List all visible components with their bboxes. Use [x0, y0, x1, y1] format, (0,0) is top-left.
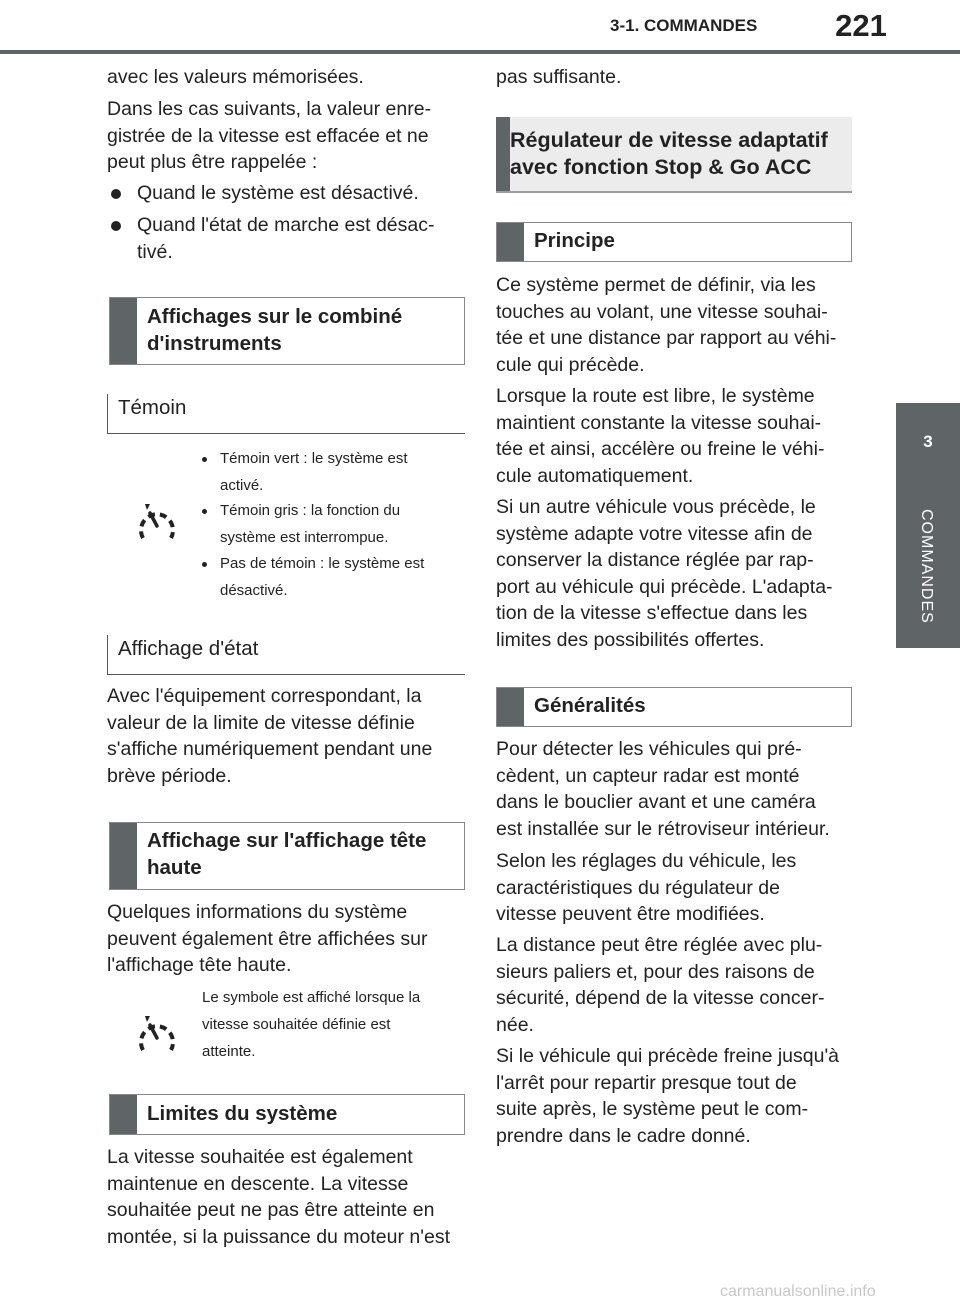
text-line: sécurité, dépend de la vitesse concer-: [496, 987, 825, 1009]
right-para-3: [496, 494, 833, 653]
text-line: sieurs paliers et, pour des raisons de: [496, 960, 815, 983]
text-line: tivé.: [137, 240, 173, 263]
right-para-1: [496, 272, 836, 378]
intro-line: avec les valeurs mémorisées.: [107, 66, 364, 88]
section-heading-regulateur: [496, 117, 852, 193]
running-header-section: 3-1. COMMANDES: [610, 16, 758, 35]
heading-bar: [110, 298, 137, 364]
section-heading-limites: [109, 1094, 465, 1135]
text-line: née.: [496, 1013, 534, 1036]
text-line: Le symbole est affiché lorsque la: [202, 989, 421, 1006]
text-line: conserver la distance réglée par rap-: [496, 549, 814, 571]
heading-bar: [110, 823, 137, 889]
heading-bar: [497, 223, 524, 261]
left-para-3: [107, 899, 428, 979]
text-line: La distance peut être réglée avec plu-: [496, 934, 823, 956]
continuation-line: pas suffisante.: [496, 66, 622, 88]
chapter-tab-label: COMMANDES: [918, 508, 935, 624]
text-line: touches au volant, une vitesse souhai-: [496, 300, 828, 323]
text-line: suite après, le système peut le com-: [496, 1098, 809, 1120]
subheading-text: Affichage d'état: [118, 637, 259, 660]
heading-bar: [496, 117, 510, 191]
text-line: est installée sur le rétroviseur intérieur.: [496, 817, 830, 840]
text-line: port au véhicule qui précède. L'adapta-: [496, 575, 833, 598]
text-line: Avec l'équipement correspondant, la: [107, 685, 422, 707]
text-line: s'affiche numériquement pendant une: [107, 738, 433, 760]
heading-text: Limites du système: [147, 1102, 338, 1125]
text-line: valeur de la limite de vitesse définie: [107, 711, 415, 734]
text-line: Quelques informations du système: [107, 901, 408, 923]
text-line: brève période.: [107, 764, 232, 787]
text-line: cule automatiquement.: [496, 464, 694, 487]
text-line: Quand le système est désactivé.: [137, 182, 419, 204]
subheading-text: Témoin: [118, 396, 187, 419]
text-line: d'instruments: [147, 332, 282, 355]
text-line: l'affichage tête haute.: [107, 954, 292, 976]
text-line: Régulateur de vitesse adaptatif: [510, 128, 828, 152]
left-para-2: [107, 683, 432, 789]
text-line: vitesse souhaitée définie est: [202, 1016, 391, 1033]
text-line: tée et ainsi, accélère ou freine le véhi-: [496, 438, 825, 460]
section-heading-affichages: [109, 297, 465, 365]
text-line: peuvent également être affichées sur: [107, 927, 428, 950]
right-para-4: [496, 736, 830, 842]
text-line: La vitesse souhaitée est également: [107, 1146, 413, 1168]
text-line: l'arrêt pour repartir presque tout de: [496, 1071, 797, 1094]
bullet-dot: [202, 562, 207, 567]
subheading-affichage-etat: [107, 635, 465, 675]
text-line: peut plus être rappelée :: [107, 151, 318, 173]
bullet-dot: [111, 189, 121, 199]
text-line: cèdent, un capteur radar est monté: [496, 764, 800, 787]
right-para-2: [496, 383, 824, 489]
bullet-text: [220, 550, 424, 604]
right-para-5: [496, 848, 796, 928]
subheading-temoin: [107, 394, 465, 434]
speedometer-icon: [135, 500, 179, 544]
heading-bar: [497, 688, 524, 726]
bullet-text: [220, 445, 408, 499]
bullet-dot: [202, 509, 207, 514]
section-heading-affichage-tete-haute: [109, 822, 465, 890]
text-line: haute: [147, 856, 202, 879]
section-heading-principe: [496, 222, 852, 262]
text-line: montée, si la puissance du moteur n'est: [107, 1225, 450, 1248]
right-para-6: [496, 932, 824, 1038]
text-line: Témoin vert : le système est: [220, 450, 408, 467]
text-line: désactivé.: [220, 582, 288, 599]
text-line: Pas de témoin : le système est: [220, 555, 425, 572]
heading-text: [510, 127, 844, 181]
watermark: carmanualsonline.info: [720, 1283, 876, 1300]
text-line: Lorsque la route est libre, le système: [496, 385, 815, 407]
text-line: Quand l'état de marche est désac-: [137, 214, 435, 236]
speedometer-icon: [135, 1012, 179, 1056]
chapter-tab-number: 3: [923, 432, 933, 451]
heading-text: [147, 303, 456, 357]
text-line: gistrée de la vitesse est effacée et ne: [107, 124, 429, 147]
text-line: système est interrompue.: [220, 529, 389, 546]
right-para-7: [496, 1043, 839, 1149]
left-para-1: [107, 96, 431, 176]
heading-text: [147, 827, 456, 881]
text-line: caractéristiques du régulateur de: [496, 876, 780, 899]
text-line: Pour détecter les véhicules qui pré-: [496, 738, 802, 760]
text-line: maintenue en descente. La vitesse: [107, 1172, 409, 1195]
header-rule: [0, 50, 960, 54]
text-line: Témoin gris : la fonction du: [220, 502, 401, 519]
text-line: Affichages sur le combiné: [147, 305, 403, 328]
text-line: Si le véhicule qui précède freine jusqu'à: [496, 1045, 840, 1067]
text-line: maintient constante la vitesse souhai-: [496, 411, 822, 434]
text-line: tée et une distance par rapport au véhi-: [496, 327, 837, 349]
page-number: 221: [835, 8, 887, 43]
text-line: limites des possibilités offertes.: [496, 628, 765, 651]
section-heading-generalites: [496, 687, 852, 727]
bullet-dot: [202, 457, 207, 462]
heading-text: Principe: [534, 229, 615, 252]
text-line: Dans les cas suivants, la valeur enre-: [107, 98, 432, 120]
text-line: tion de la vitesse s'effectue dans les: [496, 602, 808, 624]
text-line: système adapte votre vitesse afin de: [496, 522, 813, 545]
text-line: Si un autre véhicule vous précède, le: [496, 496, 816, 518]
text-line: dans le bouclier avant et une caméra: [496, 791, 816, 813]
text-line: avec fonction Stop & Go ACC: [510, 155, 812, 179]
text-line: Ce système permet de définir, via les: [496, 274, 816, 296]
text-line: souhaitée peut ne pas être atteinte en: [107, 1199, 435, 1221]
hud-note: [202, 984, 472, 1065]
text-line: vitesse peuvent être modifiées.: [496, 903, 765, 925]
text-line: Selon les réglages du véhicule, les: [496, 850, 797, 872]
text-line: cule qui précède.: [496, 353, 645, 376]
left-para-4: [107, 1144, 450, 1250]
list-item: [111, 212, 451, 266]
bullet-dot: [111, 221, 121, 231]
text-line: Affichage sur l'affichage tête: [147, 829, 427, 852]
bullet-text: [220, 497, 400, 551]
heading-bar: [110, 1095, 137, 1134]
heading-text: Généralités: [534, 694, 646, 717]
bullet-text: [137, 212, 434, 265]
text-line: atteinte.: [202, 1043, 256, 1060]
text-line: activé.: [220, 477, 264, 494]
text-line: prendre dans le cadre donné.: [496, 1124, 751, 1147]
